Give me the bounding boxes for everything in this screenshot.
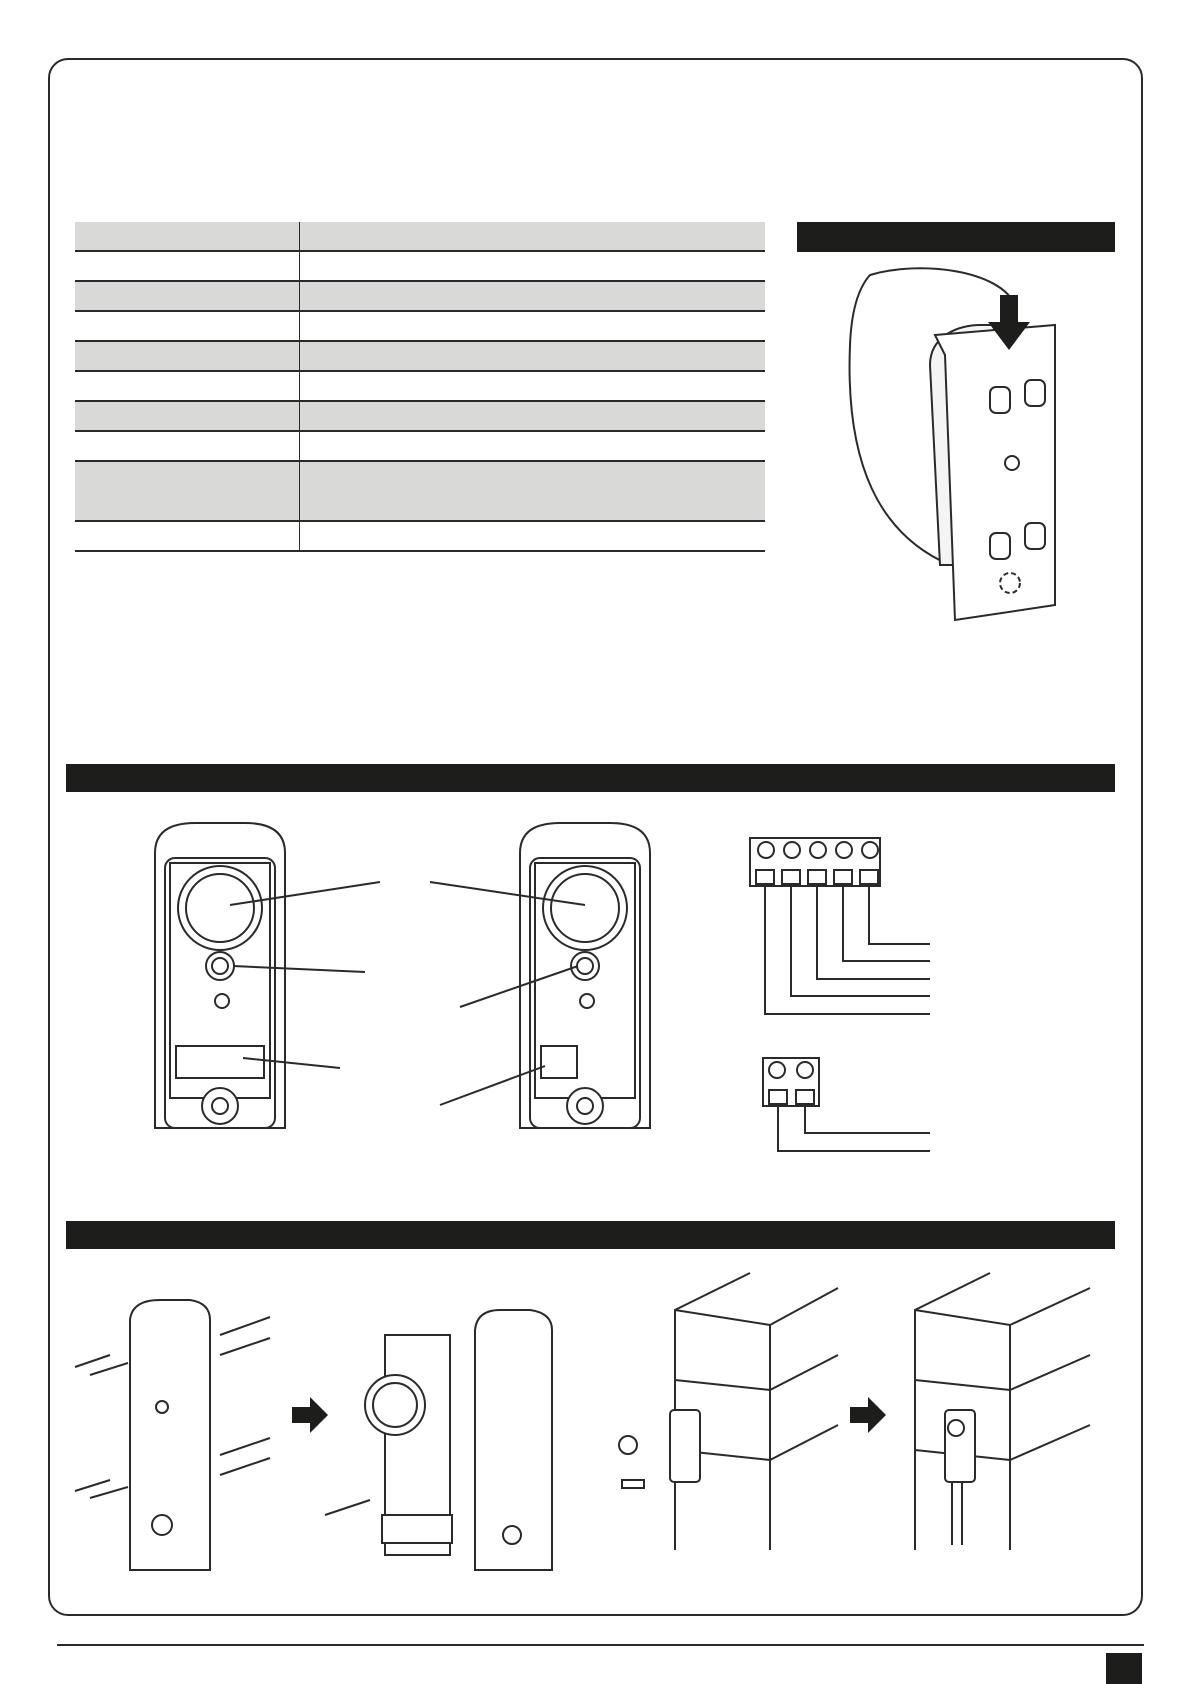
section-header-installation — [66, 1221, 1115, 1249]
mounting-step-1 — [70, 1295, 280, 1575]
mounting-step-2 — [320, 1305, 570, 1575]
arrow-right-icon — [848, 1395, 888, 1435]
wall-mounting-step-4 — [890, 1270, 1130, 1560]
terminal-block-wiring — [748, 836, 938, 1161]
section-title-installation — [66, 1221, 1115, 1231]
footer-rule — [57, 1644, 1144, 1646]
wall-mounting-step-3 — [600, 1270, 840, 1560]
page-number — [1106, 1653, 1142, 1684]
